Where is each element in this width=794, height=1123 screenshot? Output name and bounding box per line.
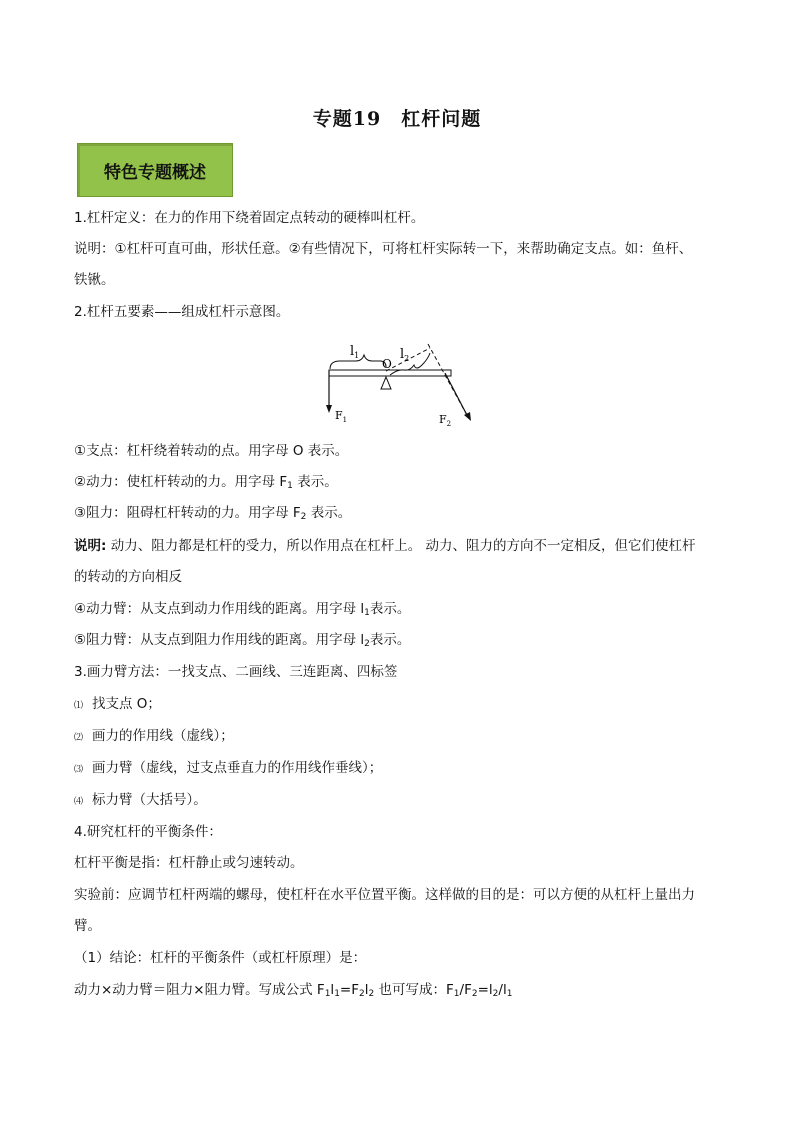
- l1-label: $l_1$: [350, 344, 360, 360]
- paragraph-effort-arm: ④动力臂：从支点到动力作用线的距离。用字母 $l_1$表示。: [74, 601, 411, 618]
- step-4: ⑷ 标力臂（大括号）。: [74, 792, 207, 808]
- f2-arrow-line: [445, 373, 468, 417]
- paragraph-fulcrum: ①支点：杠杆绕着转动的点。用字母 O 表示。: [74, 443, 349, 459]
- l2-label: $l_2$: [400, 347, 410, 363]
- section-banner: 特色专题概述: [77, 143, 233, 197]
- f1-label: $F_1$: [335, 409, 348, 424]
- step-1: ⑴ 找支点 O；: [74, 696, 161, 712]
- lever-diagram: [318, 335, 478, 433]
- paragraph-resistance-arm: ⑤阻力臂：从支点到阻力作用线的距离。用字母 $l_2$表示。: [74, 632, 411, 649]
- paragraph-note-2: 铁锹。: [74, 272, 115, 288]
- paragraph-explanation-2: 的转动的方向相反: [74, 569, 182, 585]
- paragraph-five-elements: 2.杠杆五要素——组成杠杆示意图。: [74, 304, 290, 320]
- paragraph-formula: 动力×动力臂＝阻力×阻力臂。写成公式 $F_1l_1=F_2l_2$ 也可写成：$F_1/F_2=l_2/l_1$: [74, 982, 513, 999]
- f2-arrow-head: [464, 412, 471, 421]
- paragraph-draw-method: 3.画力臂方法：一找支点、二画线、三连距离、四标签: [74, 664, 398, 680]
- paragraph-definition: 1.杠杆定义：在力的作用下绕着固定点转动的硬棒叫杠杆。: [74, 210, 425, 226]
- f1-arrow-head: [326, 405, 332, 413]
- fulcrum-triangle: [381, 377, 391, 389]
- f2-label: $F_2$: [439, 413, 452, 428]
- page-title: 专题19 杠杆问题: [312, 108, 482, 130]
- paragraph-conclusion: （1）结论：杠杆的平衡条件（或杠杆原理）是：: [74, 950, 367, 966]
- step-2: ⑵ 画力的作用线（虚线）；: [74, 728, 234, 744]
- paragraph-explanation-1: 说明: 动力、阻力都是杠杆的受力，所以作用点在杠杆上。 动力、阻力的方向不一定相反，但它们使杠杆: [74, 538, 696, 554]
- paragraph-resistance: ③阻力：阻碍杠杆转动的力。用字母 $F_2$ 表示。: [74, 505, 352, 522]
- paragraph-balance-meaning: 杠杆平衡是指：杠杆静止或匀速转动。: [74, 855, 304, 871]
- o-label: O: [382, 357, 392, 371]
- paragraph-balance-study: 4.研究杠杆的平衡条件：: [74, 824, 222, 840]
- paragraph-note-1: 说明：①杠杆可直可曲，形状任意。②有些情况下，可将杠杆实际转一下，来帮助确定支点。如：鱼杆、: [74, 241, 693, 257]
- step-3: ⑶ 画力臂（虚线，过支点垂直力的作用线作垂线）；: [74, 760, 383, 776]
- paragraph-experiment-1: 实验前：应调节杠杆两端的螺母，使杠杆在水平位置平衡。这样做的目的是：可以方便的从杠杆上量出力: [74, 887, 695, 903]
- paragraph-effort: ②动力：使杠杆转动的力。用字母 $F_1$ 表示。: [74, 474, 338, 491]
- paragraph-experiment-2: 臂。: [74, 918, 101, 934]
